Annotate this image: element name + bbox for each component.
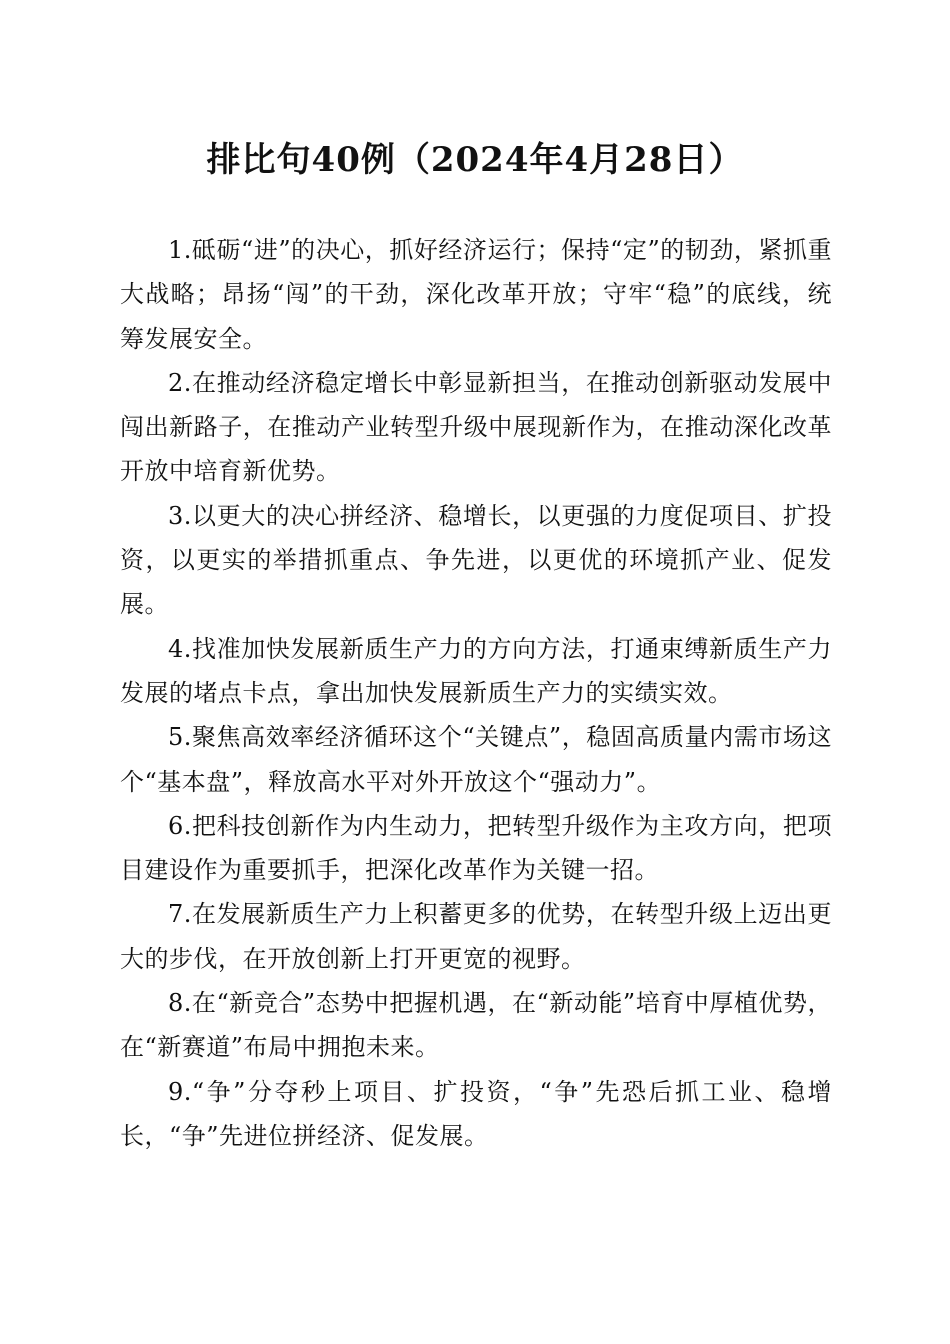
paragraph-4: 4.找准加快发展新质生产力的方向方法，打通束缚新质生产力发展的堵点卡点，拿出加快发展新质生产力的实绩实效。: [120, 634, 832, 707]
paragraph-2: 2.在推动经济稳定增长中彰显新担当，在推动创新驱动发展中闯出新路子，在推动产业转型升级中展现新作为，在推动深化改革开放中培育新优势。: [120, 368, 832, 486]
paragraph-7: 7.在发展新质生产力上积蓄更多的优势，在转型升级上迈出更大的步伐，在开放创新上打开更宽的视野。: [120, 900, 832, 973]
paragraph-6: 6.把科技创新作为内生动力，把转型升级作为主攻方向，把项目建设作为重要抓手，把深化改革作为关键一招。: [120, 811, 832, 885]
document-body: [120, 228, 832, 1158]
paragraph-9: 9.“争”分夺秒上项目、扩投资，“争”先恐后抓工业、稳增长，“争”先进位拼经济、促发展。: [120, 1077, 832, 1150]
document-title: 排比句40例（2024年4月28日）: [206, 140, 744, 180]
paragraph-5: 5.聚焦高效率经济循环这个“关键点”，稳固高质量内需市场这个“基本盘”，释放高水平对外开放这个“强动力”。: [120, 723, 832, 796]
paragraph-3: 3.以更大的决心拼经济、稳增长，以更强的力度促项目、扩投资，以更实的举措抓重点、争先进，以更优的环境抓产业、促发展。: [120, 501, 832, 619]
paragraph-8: 8.在“新竞合”态势中把握机遇，在“新动能”培育中厚植优势，在“新赛道”布局中拥抱未来。: [120, 989, 832, 1062]
paragraph-1: 1.砥砺“进”的决心，抓好经济运行；保持“定”的韧劲，紧抓重大战略；昂扬“闯”的干劲，深化改革开放；守牢“稳”的底线，统筹发展安全。: [120, 236, 832, 353]
